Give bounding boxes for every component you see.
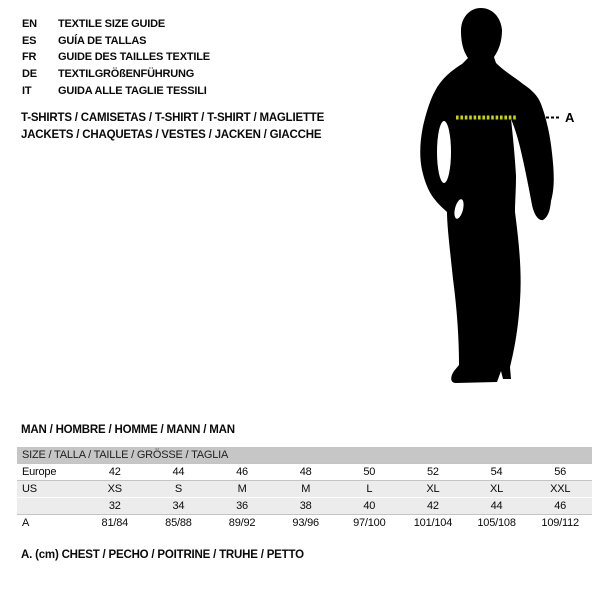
language-row <box>22 82 210 99</box>
size-cell: 101/104 <box>413 517 453 529</box>
language-code: EN <box>22 18 37 31</box>
row-label: A <box>22 517 30 529</box>
language-code: IT <box>22 84 32 97</box>
size-cell: 52 <box>427 466 439 478</box>
size-cell: XL <box>490 483 504 495</box>
language-row <box>22 66 210 83</box>
language-row <box>22 33 210 50</box>
size-cell: 48 <box>299 466 312 478</box>
size-cell: XXL <box>550 483 571 495</box>
size-cell: 93/96 <box>292 517 319 529</box>
size-cell: 34 <box>172 500 185 512</box>
language-label: TEXTILGRÖßENFÜHRUNG <box>58 68 195 81</box>
table-row <box>17 497 592 514</box>
language-label: GUIDA ALLE TAGLIE TESSILI <box>58 84 207 97</box>
size-cell: 38 <box>299 500 312 512</box>
size-cell: 44 <box>490 500 503 512</box>
language-label: TEXTILE SIZE GUIDE <box>58 18 166 31</box>
row-label: Europe <box>22 466 57 478</box>
size-cell: M <box>301 483 311 495</box>
man-silhouette <box>420 8 553 383</box>
table-row <box>17 463 592 480</box>
table-row <box>17 514 592 531</box>
size-cell: XS <box>107 483 122 495</box>
section-title: MAN / HOMBRE / HOMME / MANN / MAN <box>21 424 235 436</box>
size-cell: 105/108 <box>477 517 516 529</box>
measurement-footnote: A. (cm) CHEST / PECHO / POITRINE / TRUHE / PETTO <box>21 549 304 561</box>
language-label: GUÍA DE TALLAS <box>58 34 147 47</box>
size-cell: 56 <box>554 466 567 478</box>
size-cell: XL <box>426 483 440 495</box>
size-table-header: SIZE / TALLA / TAILLE / GRÖSSE / TAGLIA <box>17 447 592 463</box>
size-cell: M <box>237 483 247 495</box>
language-label: GUIDE DES TAILLES TEXTILE <box>58 51 210 64</box>
size-cell: 50 <box>363 466 376 478</box>
man-silhouette-figure <box>400 0 580 400</box>
size-table-body <box>17 463 592 531</box>
size-cell: 85/88 <box>165 517 192 529</box>
arm-gap-cutout <box>437 121 451 183</box>
size-cell: 42 <box>108 466 121 478</box>
size-cell: 46 <box>236 466 248 478</box>
size-cell: 89/92 <box>228 517 256 529</box>
size-cell: 42 <box>427 500 439 512</box>
row-label: US <box>22 483 37 495</box>
language-code: DE <box>22 68 37 81</box>
size-cell: S <box>174 483 182 495</box>
size-cell: 54 <box>490 466 503 478</box>
category-lines <box>21 110 324 144</box>
language-code: ES <box>22 34 37 47</box>
category-line: T-SHIRTS / CAMISETAS / T-SHIRT / T-SHIRT / MAGLIETTE <box>21 112 325 124</box>
size-cell: 97/100 <box>353 517 386 529</box>
measurement-a-label: A <box>565 110 575 125</box>
size-table <box>17 447 592 531</box>
size-cell: L <box>366 483 373 495</box>
language-row <box>22 49 210 66</box>
size-cell: 40 <box>363 500 376 512</box>
language-code: FR <box>22 51 37 64</box>
size-cell: 36 <box>236 500 248 512</box>
size-cell: 44 <box>172 466 185 478</box>
size-cell: 109/112 <box>541 517 579 529</box>
category-line: JACKETS / CHAQUETAS / VESTES / JACKEN / GIACCHE <box>21 129 322 141</box>
man-silhouette-svg <box>400 0 580 400</box>
language-row <box>22 16 210 33</box>
table-row <box>17 480 592 497</box>
language-list <box>22 16 210 99</box>
size-cell: 46 <box>554 500 567 512</box>
size-cell: 32 <box>108 500 121 512</box>
size-cell: 81/84 <box>101 517 129 529</box>
